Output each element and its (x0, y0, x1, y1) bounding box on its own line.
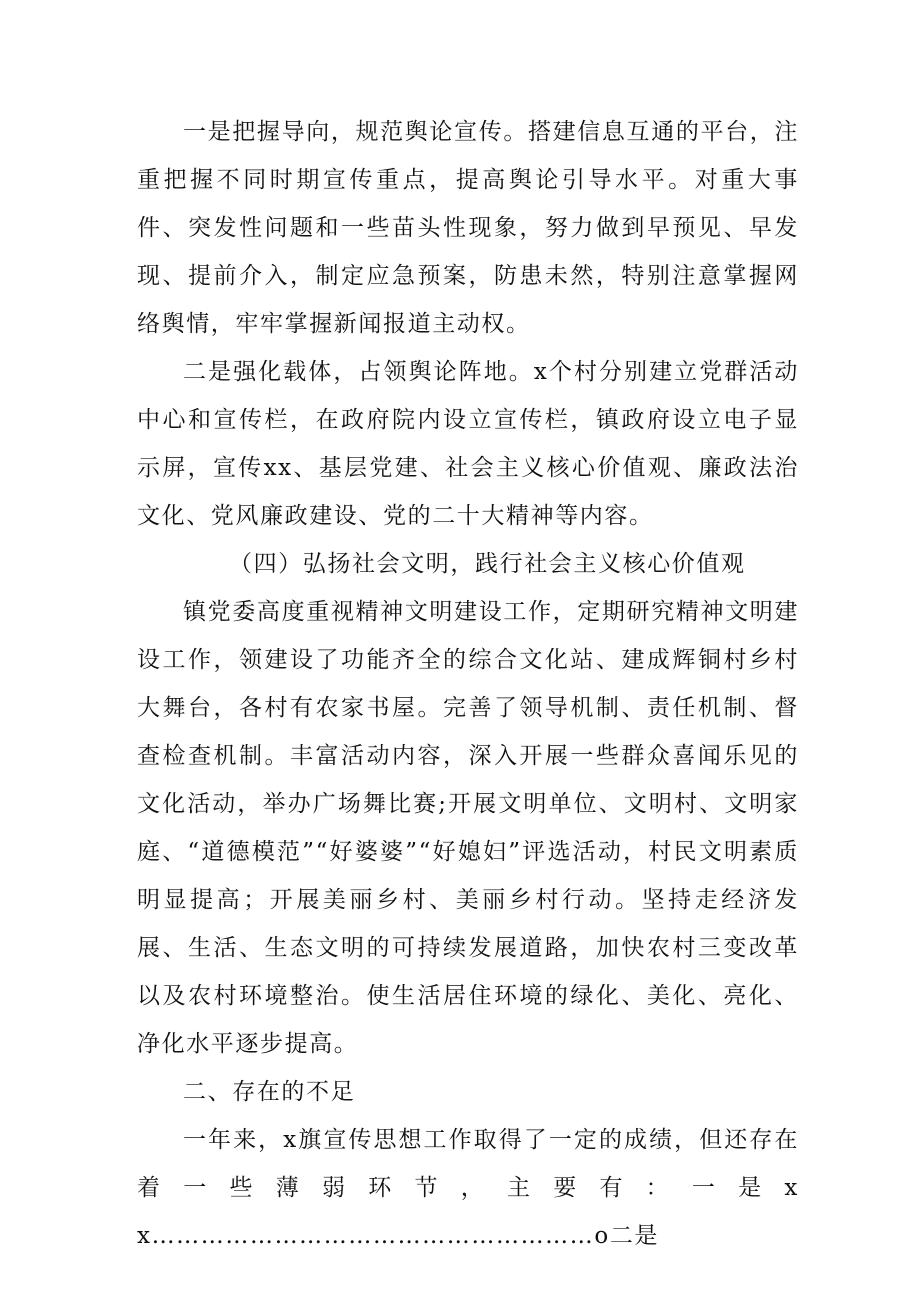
paragraph-civilization: 镇党委高度重视精神文明建设工作，定期研究精神文明建设工作，领建设了功能齐全的综合文化站、建成辉铜村乡村大舞台，各村有农家书屋。完善了领导机制、责任机制、督查检查机制。丰富活动内容，深入开展一些群众喜闻乐见的文化活动，举办广场舞比赛;开展文明单位、文明村、文明家庭、“道德模范”“好婆婆”“好媳妇”评选活动，村民文明素质明显提高；开展美丽乡村、美丽乡村行动。坚持走经济发展、生活、生态文明的可持续发展道路，加快农村三变改革以及农村环境整治。使生活居住环境的绿化、美化、亮化、净化水平逐步提高。 (137, 599, 799, 1057)
section-heading-civilization: （四）弘扬社会文明，践行社会主义核心价值观 (229, 551, 746, 577)
document-body (137, 108, 799, 1260)
paragraph-guidance: 一是把握导向，规范舆论宣传。搭建信息互通的平台，注重把握不同时期宣传重点，提高舆论引导水平。对重大事件、突发性问题和一些苗头性现象，努力做到早预见、早发现、提前介入，制定应急预案，防患未然，特别注意掌握网络舆情，牢牢掌握新闻报道主动权。 (137, 119, 799, 337)
paragraph-carrier: 二是强化载体，占领舆论阵地。x个村分别建立党群活动中心和宣传栏，在政府院内设立宣传栏，镇政府设立电子显示屏，宣传xx、基层党建、社会主义核心价值观、廉政法治文化、党风廉政建设、党的二十大精神等内容。 (137, 359, 799, 529)
section-heading-shortcomings: 二、存在的不足 (183, 1079, 356, 1105)
paragraph-shortcomings: 一年来，x旗宣传思想工作取得了一定的成绩，但还存在着一些薄弱环节，主要有：一是xx………………………………………………o二是 (137, 1127, 799, 1249)
